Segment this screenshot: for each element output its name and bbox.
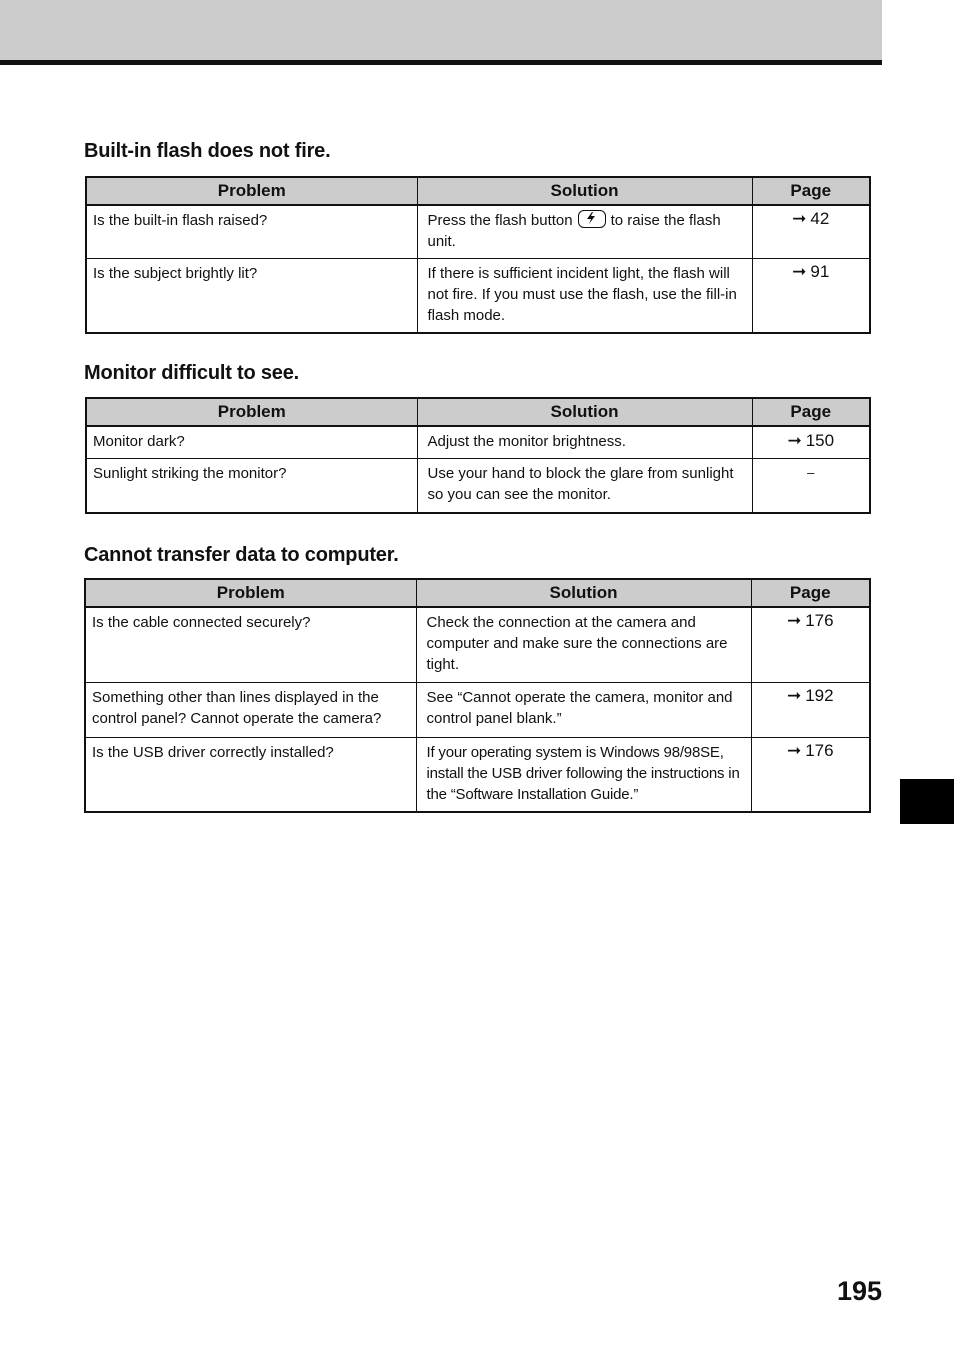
page-ref-cell xyxy=(752,259,870,334)
arrow-right-icon: ➞ xyxy=(786,685,802,705)
solution-cell xyxy=(417,205,752,259)
column-header-problem: Problem xyxy=(86,177,417,205)
table-row xyxy=(85,607,870,682)
table-row xyxy=(86,426,870,459)
problem-cell: Monitor dark? xyxy=(86,426,417,459)
problem-cell: Sunlight striking the monitor? xyxy=(86,459,417,513)
arrow-right-icon: ➞ xyxy=(786,611,802,630)
solution-cell: See “Cannot operate the camera, monitor and control panel blank.” xyxy=(416,682,751,737)
flash-icon xyxy=(578,210,606,228)
table-row xyxy=(86,259,870,334)
table-flash xyxy=(85,176,871,334)
column-header-problem: Problem xyxy=(86,398,417,426)
table-monitor xyxy=(85,397,871,514)
solution-cell: If your operating system is Windows 98/98SE, install the USB driver following the instructions in the “Software Installation Guide.” xyxy=(416,737,751,812)
solution-cell: If there is sufficient incident light, the flash will not fire. If you must use the flash, use the fill-in flash mode. xyxy=(417,259,752,334)
arrow-right-icon: ➞ xyxy=(792,262,807,281)
table-transfer xyxy=(84,578,871,813)
page-ref: 176 xyxy=(805,740,834,760)
solution-cell: Check the connection at the camera and computer and make sure the connections are tight. xyxy=(416,607,751,682)
page-number: 195 xyxy=(836,1276,882,1306)
page-ref-cell xyxy=(751,607,870,682)
problem-cell: Is the built-in flash raised? xyxy=(86,205,417,259)
solution-cell: Adjust the monitor brightness. xyxy=(417,426,752,459)
solution-cell: Use your hand to block the glare from sunlight so you can see the monitor. xyxy=(417,459,752,513)
section-title-transfer: Cannot transfer data to computer. xyxy=(84,544,399,566)
table-row xyxy=(86,205,870,259)
table-header-row xyxy=(85,579,870,607)
table-row xyxy=(85,737,870,812)
column-header-page: Page xyxy=(752,177,870,205)
column-header-solution: Solution xyxy=(416,579,751,607)
arrow-right-icon: ➞ xyxy=(792,209,807,228)
column-header-solution: Solution xyxy=(417,177,752,205)
page-ref-cell xyxy=(752,205,870,259)
solution-text: Press the flash button xyxy=(427,212,573,229)
page-ref: 192 xyxy=(805,685,834,705)
page-ref: 150 xyxy=(805,431,835,450)
page-ref-cell xyxy=(752,459,870,513)
section-title-monitor: Monitor difficult to see. xyxy=(84,362,299,384)
column-header-solution: Solution xyxy=(417,398,752,426)
arrow-right-icon: ➞ xyxy=(786,740,802,760)
page-ref: 176 xyxy=(805,611,834,630)
solution-text: to raise the flash unit. xyxy=(427,212,721,250)
table-header-row xyxy=(86,177,870,205)
section-title-flash: Built-in flash does not fire. xyxy=(84,140,331,162)
problem-cell: Is the USB driver correctly installed? xyxy=(85,737,416,812)
page-ref-cell xyxy=(751,682,870,737)
table-row xyxy=(85,682,870,737)
page-ref: 91 xyxy=(810,262,830,281)
column-header-problem: Problem xyxy=(85,579,416,607)
column-header-page: Page xyxy=(752,398,870,426)
page-ref-cell xyxy=(751,737,870,812)
table-row xyxy=(86,459,870,513)
table-header-row xyxy=(86,398,870,426)
page-ref: 42 xyxy=(810,209,830,228)
problem-cell: Is the cable connected securely? xyxy=(85,607,416,682)
problem-cell: Is the subject brightly lit? xyxy=(86,259,417,334)
column-header-page: Page xyxy=(751,579,870,607)
arrow-right-icon: ➞ xyxy=(787,431,802,450)
problem-cell: Something other than lines displayed in the control panel? Cannot operate the camera? xyxy=(85,682,416,737)
header-band xyxy=(0,0,882,65)
page-ref-cell xyxy=(752,426,870,459)
chapter-tab xyxy=(900,779,954,824)
page-ref: – xyxy=(807,465,815,480)
